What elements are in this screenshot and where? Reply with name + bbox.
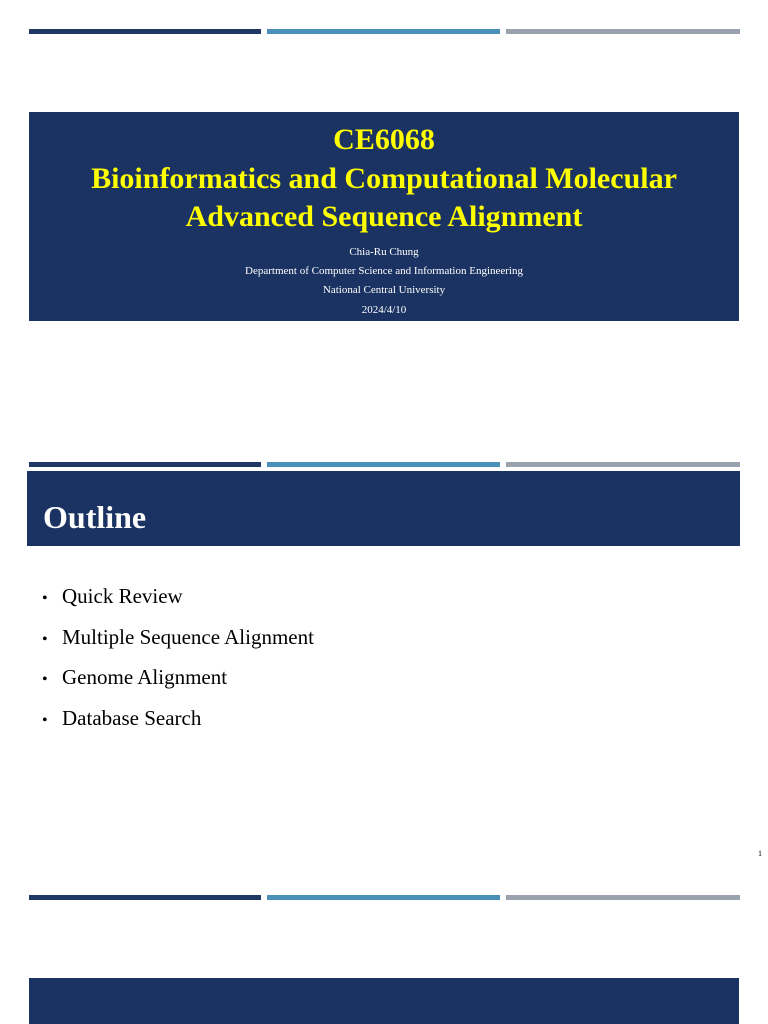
list-item-text: Database Search — [62, 705, 202, 730]
lecture-date: 2024/4/10 — [361, 304, 407, 316]
next-stripe-navy — [29, 895, 261, 900]
bullet-icon: • — [42, 711, 48, 729]
outline-stripe-blue — [267, 462, 500, 467]
outline-title: Outline — [43, 499, 147, 535]
next-stripe-blue — [267, 895, 500, 900]
bullet-icon: • — [42, 590, 48, 607]
outline-stripe-gray — [506, 462, 740, 467]
title-slide-banner — [29, 112, 739, 321]
outline-header — [27, 471, 740, 546]
list-item — [42, 582, 314, 623]
next-slide-header — [29, 978, 739, 1024]
list-item — [42, 704, 314, 745]
top-stripe-navy — [29, 29, 261, 34]
author-name: Chia-Ru Chung — [349, 246, 419, 258]
list-item — [42, 623, 314, 664]
page-number: 1 — [758, 849, 762, 858]
list-item-text: Genome Alignment — [62, 665, 228, 689]
list-item — [42, 663, 314, 704]
lecture-title: Advanced Sequence Alignment — [185, 200, 583, 233]
list-item-text: Multiple Sequence Alignment — [62, 624, 314, 649]
outline-list — [42, 582, 314, 744]
university-name: National Central University — [322, 284, 446, 296]
outline-stripe-navy — [29, 462, 261, 467]
course-title: Bioinformatics and Computational Molecular — [91, 162, 677, 195]
bullet-icon: • — [42, 671, 48, 688]
department-name: Department of Computer Science and Information Engineering — [245, 265, 523, 277]
top-stripe-gray — [506, 29, 740, 34]
bullet-icon: • — [42, 630, 48, 648]
list-item-text: Quick Review — [62, 584, 183, 608]
course-code: CE6068 — [333, 123, 435, 156]
top-stripe-blue — [267, 29, 500, 34]
next-stripe-gray — [506, 895, 740, 900]
